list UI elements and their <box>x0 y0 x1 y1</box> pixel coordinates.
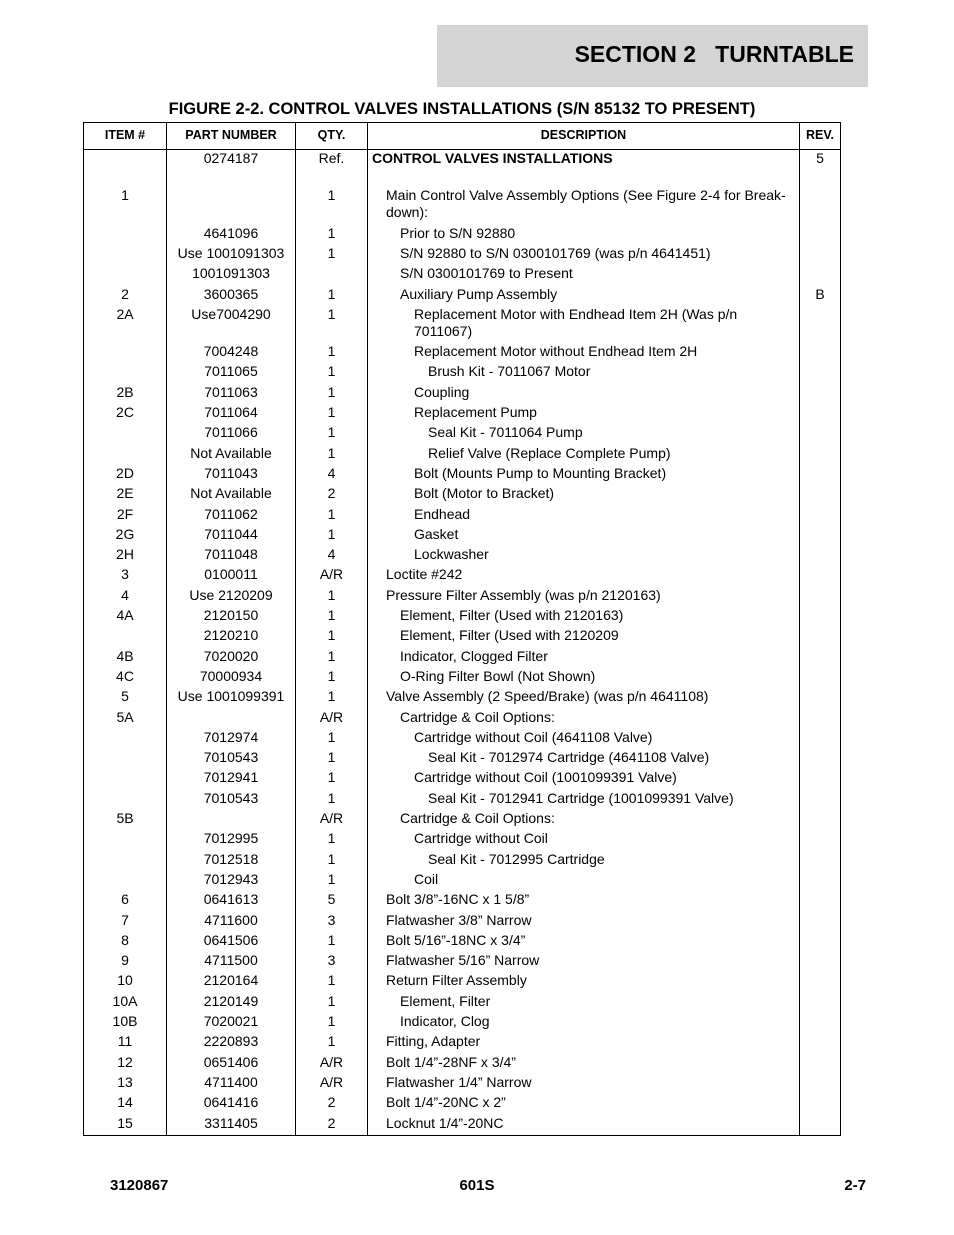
part-number-cell: 7011065 <box>204 363 258 380</box>
quantity-cell: A/R <box>319 708 344 725</box>
part-number-cell: Not Available <box>190 485 272 502</box>
quantity-cell: Ref. <box>318 150 345 166</box>
part-number-cell: Use 2120209 <box>189 586 273 603</box>
part-number-cell: 7011066 <box>204 424 258 441</box>
part-number-cell: 7020020 <box>203 647 259 664</box>
parts-table <box>83 122 841 1136</box>
item-number-cell: 2F <box>116 505 134 522</box>
quantity-cell: 1 <box>327 647 336 664</box>
part-number-cell: 7011062 <box>204 505 258 522</box>
part-number-cell: 4711400 <box>204 1073 258 1090</box>
quantity-cell: A/R <box>319 566 344 583</box>
quantity-cell: 3 <box>327 952 336 969</box>
quantity-cell: 1 <box>327 525 336 542</box>
quantity-cell: 1 <box>327 404 336 420</box>
part-number-cell: 2220893 <box>203 1033 259 1050</box>
description-cell: Bolt 1/4”-20NC x 2” <box>386 1094 506 1111</box>
quantity-cell: 1 <box>327 749 336 766</box>
part-number-cell: 0274187 <box>203 150 259 166</box>
description-cell: S/N 0300101769 to Present <box>400 265 573 282</box>
quantity-cell: A/R <box>319 1073 344 1090</box>
description-cell: Flatwasher 1/4” Narrow <box>386 1073 532 1090</box>
item-number-cell: 5 <box>121 688 129 705</box>
quantity-cell: 1 <box>327 667 336 684</box>
part-number-cell: 7010543 <box>203 789 259 806</box>
description-cell: Bolt 3/8”-16NC x 1 5/8” <box>386 891 530 908</box>
header-qty: QTY. <box>317 128 346 142</box>
part-number-cell: 7010543 <box>203 749 259 766</box>
item-number-cell: 2C <box>116 404 134 420</box>
quantity-cell: 4 <box>327 464 336 481</box>
description-cell: Replacement Motor without Endhead Item 2H <box>414 343 698 360</box>
quantity-cell: 1 <box>327 870 336 887</box>
item-number-cell: 4C <box>116 667 134 684</box>
quantity-cell: 4 <box>327 546 336 563</box>
part-number-cell: 7011048 <box>204 546 258 563</box>
description-cell: Locknut 1/4”-20NC <box>386 1114 504 1131</box>
description-cell: Main Control Valve Assembly Options (See Figure 2-4 for Break-down): <box>386 187 786 221</box>
quantity-cell: 1 <box>327 830 336 847</box>
quantity-cell: 2 <box>327 485 336 502</box>
item-number-cell: 3 <box>121 566 129 583</box>
description-cell: Bolt 1/4”-28NF x 3/4” <box>386 1053 516 1070</box>
quantity-cell: 1 <box>327 1013 336 1029</box>
page-number: 2-7 <box>844 1177 866 1194</box>
quantity-cell: 1 <box>327 285 336 302</box>
part-number-cell: 7011063 <box>204 383 258 400</box>
part-number-cell: 4711500 <box>204 952 258 969</box>
quantity-cell: A/R <box>319 1053 344 1070</box>
doc-number: 3120867 <box>110 1177 169 1194</box>
part-number-cell: 7011064 <box>204 404 258 420</box>
quantity-cell: 1 <box>327 769 336 786</box>
part-number-cell: 7012974 <box>203 728 259 745</box>
quantity-cell: 1 <box>327 1033 336 1050</box>
quantity-cell: 1 <box>327 850 336 867</box>
item-number-cell: 4A <box>116 607 134 623</box>
quantity-cell: 3 <box>327 911 336 928</box>
item-number-cell: 5B <box>116 810 134 826</box>
header-item: ITEM # <box>104 128 146 142</box>
description-cell: Gasket <box>414 525 459 542</box>
part-number-cell: 2120149 <box>203 992 259 1009</box>
item-number-cell: 10 <box>117 972 133 989</box>
item-number-cell: 2E <box>116 485 134 502</box>
part-number-cell: 7004248 <box>203 343 259 360</box>
description-cell: Flatwasher 5/16” Narrow <box>386 952 540 969</box>
description-cell: Element, Filter (Used with 2120209 <box>400 627 619 644</box>
part-number-cell: Use 1001099391 <box>177 688 285 705</box>
item-number-cell: 4 <box>121 586 129 603</box>
header-rev: REV. <box>805 128 835 142</box>
description-cell: S/N 92880 to S/N 0300101769 (was p/n 4641451) <box>400 244 711 261</box>
description-cell: Indicator, Clog <box>400 1013 490 1029</box>
part-number-cell: 7011043 <box>204 464 258 481</box>
quantity-cell: 1 <box>327 688 336 705</box>
part-number-cell: 7012941 <box>203 769 259 786</box>
part-number-cell: Use7004290 <box>191 305 271 322</box>
description-cell: Seal Kit - 7011064 Pump <box>428 424 583 441</box>
part-number-cell: 4711600 <box>204 911 258 928</box>
part-number-cell: 0100011 <box>204 566 258 583</box>
description-cell: Coil <box>414 870 439 887</box>
part-number-cell: 0641416 <box>203 1094 259 1111</box>
description-cell: Auxiliary Pump Assembly <box>400 285 558 302</box>
part-number-cell: 4641096 <box>203 224 259 241</box>
description-cell: Cartridge without Coil (1001099391 Valve) <box>414 769 677 786</box>
quantity-cell: 1 <box>327 383 336 400</box>
quantity-cell: 1 <box>327 363 336 380</box>
header-description: DESCRIPTION <box>540 128 627 142</box>
description-cell: Coupling <box>414 383 470 400</box>
description-cell: Bolt (Mounts Pump to Mounting Bracket) <box>414 464 667 481</box>
description-cell: Indicator, Clogged Filter <box>400 647 548 664</box>
description-cell: Prior to S/N 92880 <box>400 224 516 241</box>
quantity-cell: 1 <box>327 224 336 241</box>
description-cell: Bolt (Motor to Bracket) <box>414 485 555 502</box>
description-cell: Loctite #242 <box>386 566 463 583</box>
part-number-cell: 0651406 <box>203 1053 259 1070</box>
description-cell: Cartridge without Coil (4641108 Valve) <box>414 728 653 745</box>
part-number-cell: 7012995 <box>203 830 259 847</box>
quantity-cell: 1 <box>327 505 336 522</box>
description-cell: Flatwasher 3/8” Narrow <box>386 911 532 928</box>
item-number-cell: 7 <box>121 911 129 928</box>
quantity-cell: 1 <box>327 244 336 261</box>
description-cell: Cartridge without Coil <box>414 830 548 847</box>
section-banner <box>437 25 868 87</box>
quantity-cell: 1 <box>327 931 336 948</box>
figure-title: FIGURE 2-2. CONTROL VALVES INSTALLATIONS (S/N 85132 TO PRESENT) <box>168 100 756 118</box>
description-cell: CONTROL VALVES INSTALLATIONS <box>372 150 613 166</box>
description-cell: Seal Kit - 7012941 Cartridge (1001099391 Valve) <box>428 789 734 806</box>
description-cell: O-Ring Filter Bowl (Not Shown) <box>400 667 596 684</box>
part-number-cell: 70000934 <box>199 667 263 684</box>
part-number-cell: 0641613 <box>203 891 259 908</box>
description-cell: Cartridge & Coil Options: <box>400 708 555 725</box>
part-number-cell: Use 1001091303 <box>177 244 285 261</box>
quantity-cell: 1 <box>327 972 336 989</box>
description-cell: Element, Filter (Used with 2120163) <box>400 607 624 623</box>
description-cell: Relief Valve (Replace Complete Pump) <box>428 444 671 461</box>
column-divider <box>799 123 800 1135</box>
quantity-cell: 1 <box>327 627 336 644</box>
item-number-cell: 6 <box>121 891 129 908</box>
part-number-cell: 0641506 <box>203 931 259 948</box>
quantity-cell: 1 <box>327 343 336 360</box>
quantity-cell: 1 <box>327 607 336 623</box>
item-number-cell: 2G <box>115 525 135 542</box>
quantity-cell: 1 <box>327 728 336 745</box>
part-number-cell: Not Available <box>190 444 272 461</box>
description-cell: Brush Kit - 7011067 Motor <box>428 363 591 380</box>
description-cell: Lockwasher <box>414 546 489 563</box>
item-number-cell: 13 <box>117 1073 133 1090</box>
part-number-cell: 2120210 <box>203 627 259 644</box>
header-part-number: PART NUMBER <box>185 128 277 142</box>
part-number-cell: 7012943 <box>203 870 259 887</box>
quantity-cell: 1 <box>327 586 336 603</box>
quantity-cell: 2 <box>327 1094 336 1111</box>
description-cell: Fitting, Adapter <box>386 1033 481 1050</box>
quantity-cell: A/R <box>319 810 344 826</box>
quantity-cell: 1 <box>327 789 336 806</box>
description-cell: Pressure Filter Assembly (was p/n 2120163) <box>386 586 661 603</box>
description-cell: Cartridge & Coil Options: <box>400 810 555 826</box>
column-divider <box>367 123 368 1135</box>
model-name: 601S <box>459 1177 495 1194</box>
description-cell: Replacement Motor with Endhead Item 2H (Was p/n 7011067) <box>414 305 738 339</box>
item-number-cell: 5A <box>116 708 134 725</box>
item-number-cell: 10A <box>112 992 138 1009</box>
part-number-cell: 7020021 <box>203 1013 259 1029</box>
quantity-cell: 1 <box>327 305 336 322</box>
part-number-cell: 2120150 <box>203 607 259 623</box>
item-number-cell: 12 <box>117 1053 133 1070</box>
item-number-cell: 2D <box>116 464 134 481</box>
revision-cell: 5 <box>816 150 824 166</box>
item-number-cell: 8 <box>121 931 129 948</box>
quantity-cell: 1 <box>327 187 336 204</box>
item-number-cell: 10B <box>112 1013 138 1029</box>
part-number-cell: 1001091303 <box>192 265 270 282</box>
quantity-cell: 2 <box>327 1114 336 1131</box>
item-number-cell: 4B <box>116 647 134 664</box>
part-number-cell: 2120164 <box>203 972 259 989</box>
part-number-cell: 3311405 <box>204 1114 258 1131</box>
description-cell: Bolt 5/16”-18NC x 3/4” <box>386 931 526 948</box>
item-number-cell: 2 <box>121 285 129 302</box>
item-number-cell: 14 <box>117 1094 133 1111</box>
description-cell: Seal Kit - 7012995 Cartridge <box>428 850 605 867</box>
item-number-cell: 2A <box>116 305 134 322</box>
revision-cell: B <box>815 285 825 302</box>
item-number-cell: 1 <box>121 187 129 204</box>
description-cell: Seal Kit - 7012974 Cartridge (4641108 Valve) <box>428 749 710 766</box>
item-number-cell: 9 <box>121 952 129 969</box>
description-cell: Endhead <box>414 505 471 522</box>
item-number-cell: 15 <box>117 1114 133 1131</box>
description-cell: Element, Filter <box>400 992 491 1009</box>
quantity-cell: 1 <box>327 992 336 1009</box>
item-number-cell: 2B <box>116 383 134 400</box>
item-number-cell: 2H <box>116 546 134 563</box>
description-cell: Return Filter Assembly <box>386 972 527 989</box>
item-number-cell: 11 <box>117 1033 133 1050</box>
description-cell: Replacement Pump <box>414 404 537 420</box>
part-number-cell: 3600365 <box>203 285 259 302</box>
section-title: SECTION 2 TURNTABLE <box>574 41 854 67</box>
quantity-cell: 5 <box>327 891 336 908</box>
part-number-cell: 7011044 <box>204 525 258 542</box>
part-number-cell: 7012518 <box>203 850 259 867</box>
quantity-cell: 1 <box>327 444 336 461</box>
description-cell: Valve Assembly (2 Speed/Brake) (was p/n 4641108) <box>386 688 709 705</box>
quantity-cell: 1 <box>327 424 336 441</box>
